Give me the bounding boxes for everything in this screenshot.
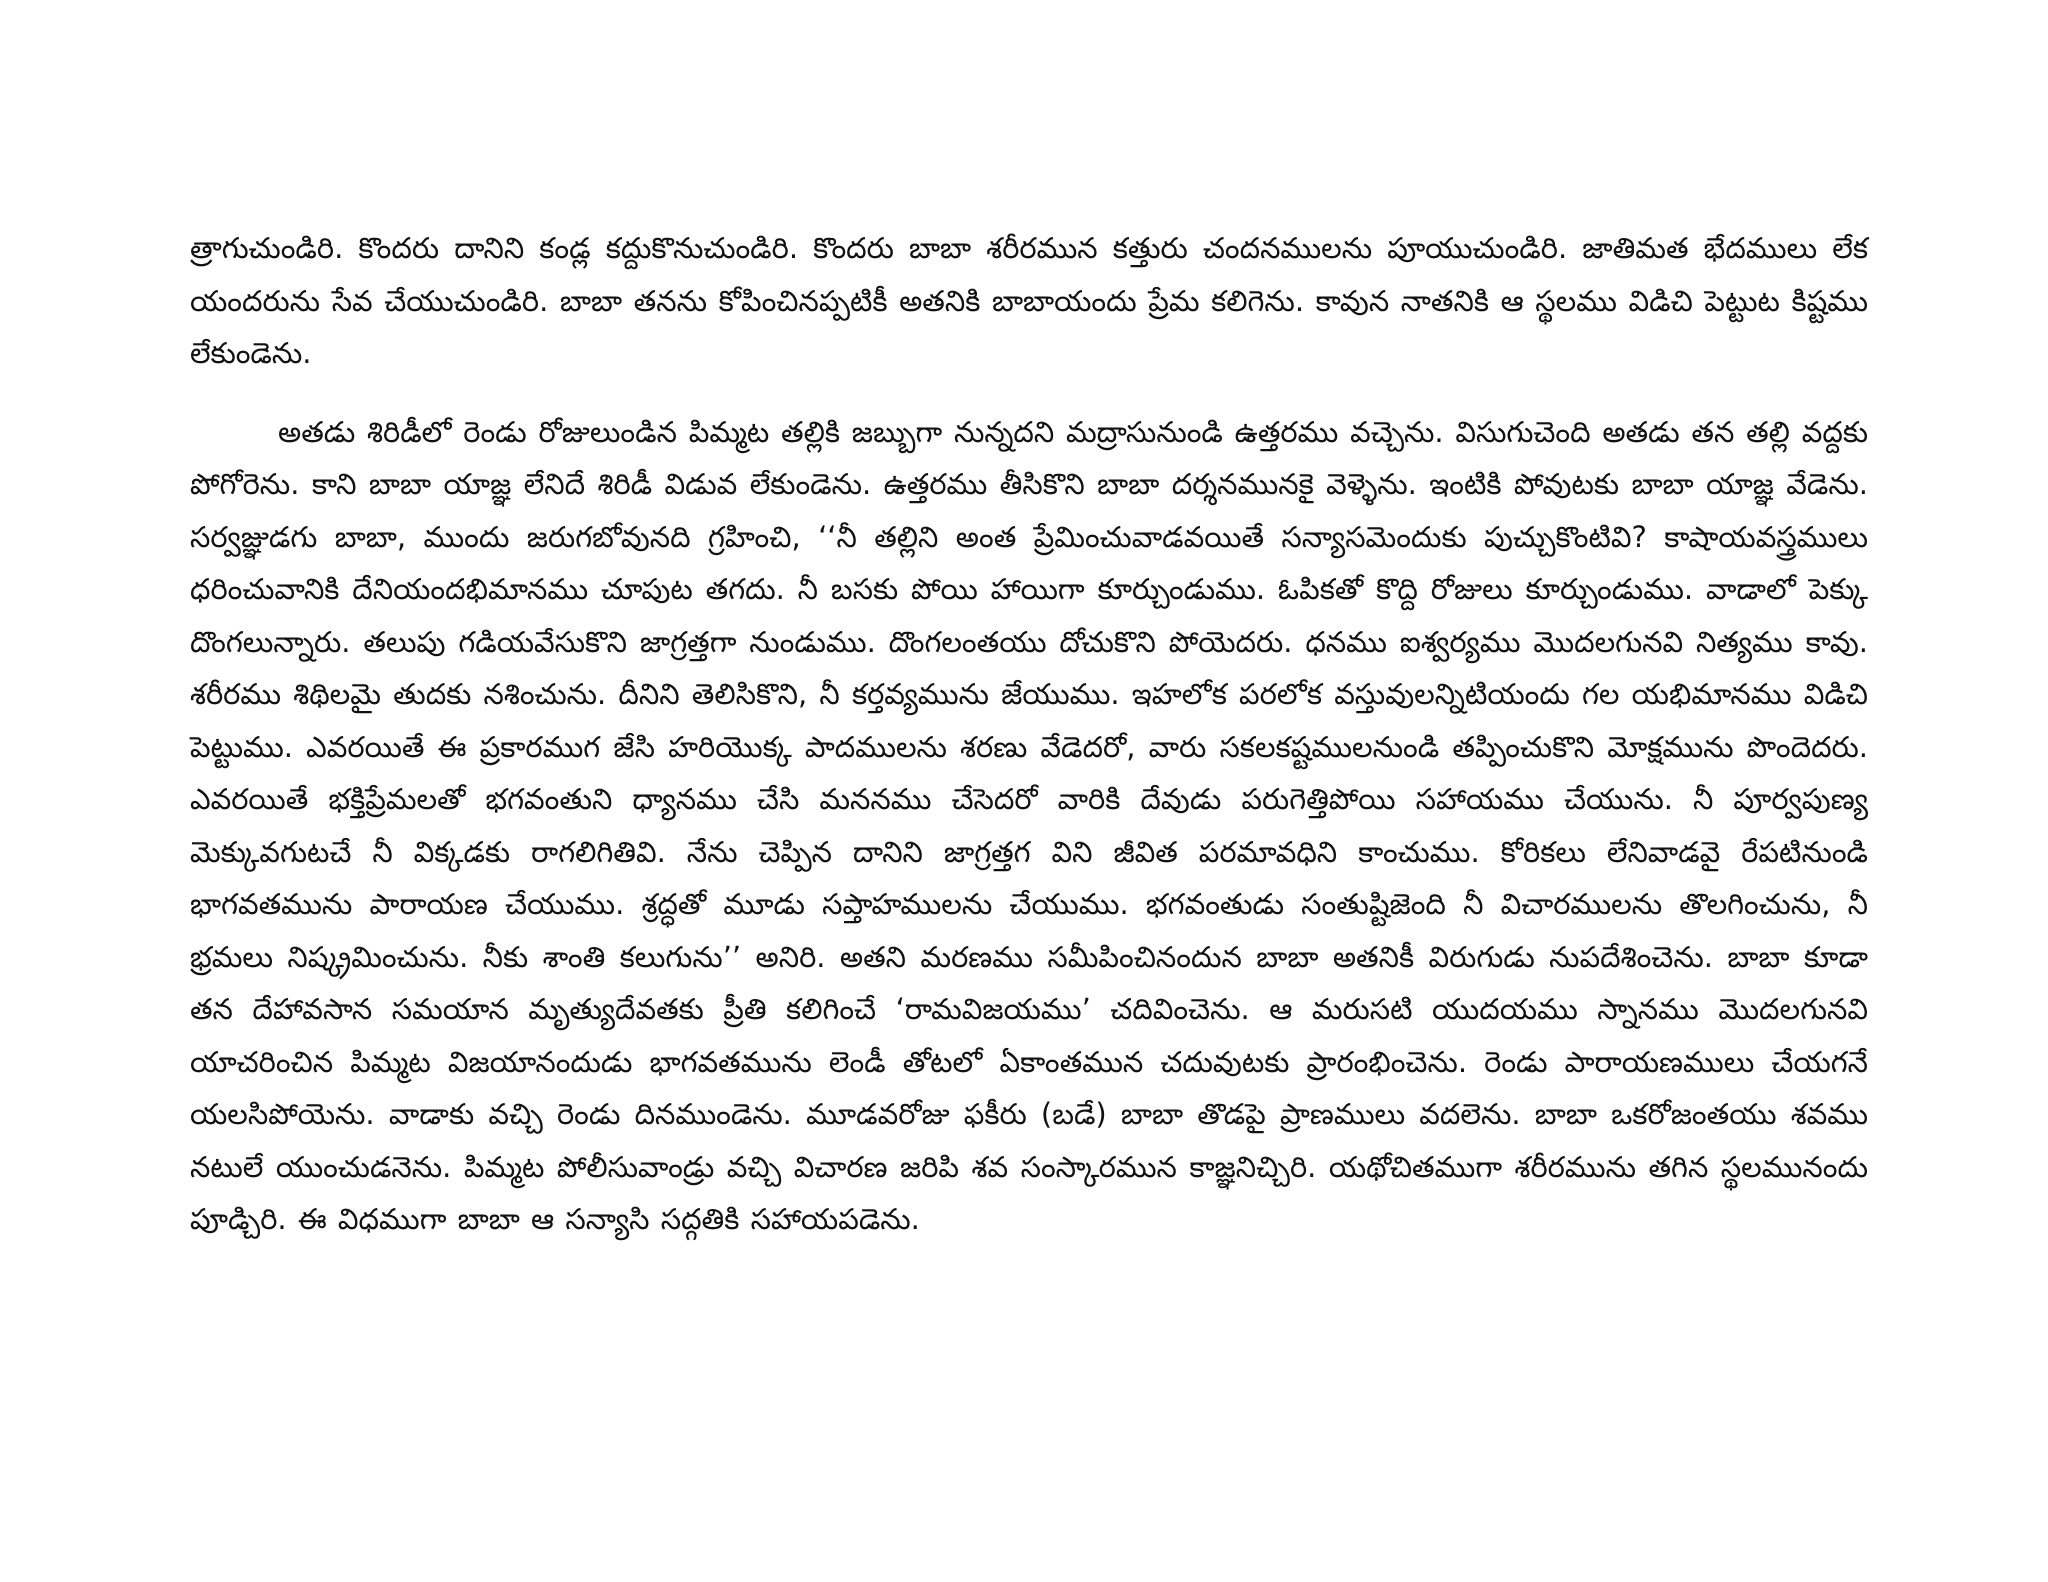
paragraph-2: అతడు శిరిడీలో రెండు రోజులుండిన పిమ్మట తల్లికి జబ్బుగా నున్నదని మద్రాసునుండి ఉత్తరము వచ్చెను. విసుగుచెంది అతడు తన తల్లి వద్దకు పోగోరెను. కాని బాబా యాజ్ఞ లేనిదే శిరిడీ విడువ లేకుండెను. ఉత్తరము తీసికొని బాబా దర్శనమునకై వెళ్ళెను. ఇంటికి పోవుటకు బాబా యాజ్ఞ వేడెను. సర్వజ్ఞుడగు బాబా, ముందు జరుగబోవునది గ్రహించి, ‘‘నీ తల్లిని అంత ప్రేమించువాడవయితే సన్యాసమెందుకు పుచ్చుకొంటివి? కాషాయవస్త్రములు ధరించువానికి దేనియందభిమానము చూపుట తగదు. నీ బసకు పోయి హాయిగా కూర్చుండుము. ఓపికతో కొద్ది రోజులు కూర్చుండుము. వాడాలో పెక్కు దొంగలున్నారు. తలుపు గడియవేసుకొని జాగ్రత్తగా నుండుము. దొంగలంతయు దోచుకొని పోయెదరు. ధనము ఐశ్వర్యము మొదలగునవి నిత్యము కావు. శరీరము శిథిలమై తుదకు నశించును. దీనిని తెలిసికొని, నీ కర్తవ్యమును జేయుము. ఇహలోక పరలోక వస్తువులన్నిటియందు గల యభిమానము విడిచి పెట్టుము. ఎవరయితే ఈ ప్రకారముగ జేసి హరియొక్క పాదములను శరణు వేడెదరో, వారు సకలకష్టములనుండి తప్పించుకొని మోక్షమును పొందెదరు. ఎవరయితే భక్తిప్రేమలతో భగవంతుని ధ్యానము చేసి మననము చేసెదరో వారికి దేవుడు పరుగెత్తిపోయి సహాయము చేయును. నీ పూర్వపుణ్య మెక్కువగుటచే నీ విక్కడకు రాగలిగితివి. నేను చెప్పిన దానిని జాగ్రత్తగ విని జీవిత పరమావధిని కాంచుము. కోరికలు లేనివాడవై రేపటినుండి భాగవతమును పారాయణ చేయుము. శ్రద్ధతో మూడు సప్తాహములను చేయుము. భగవంతుడు సంతుష్టిజెంది నీ విచారములను తొలగించును, నీ భ్రమలు నిష్క్రమించును. నీకు శాంతి కలుగును’’ అనిరి. అతని మరణము సమీపించినందున బాబా అతనికీ విరుగుడు నుపదేశించెను. బాబా కూడా తన దేహావసాన సమయాన మృత్యుదేవతకు ప్రీతి కలిగించే ‘రామవిజయము’ చదివించెను. ఆ మరుసటి యుదయము స్నానము మొదలగునవి యాచరించిన పిమ్మట విజయానందుడు భాగవతమును లెండీ తోటలో ఏకాంతమున చదువుటకు ప్రారంభించెను. రెండు పారాయణములు చేయగనే యలసిపోయెను. వాడాకు వచ్చి రెండు దినముండెను. మూడవరోజు ఫకీరు (బడే) బాబా తొడపై ప్రాణములు వదలెను. బాబా ఒకరోజంతయు శవము నటులే యుంచుడనెను. పిమ్మట పోలీసువాండ్రు వచ్చి విచారణ జరిపి శవ సంస్కారమున కాజ్ఞనిచ్చిరి. యథోచితముగా శరీరమును తగిన స్థలమునందు పూడ్చిరి. ఈ విధముగా బాబా ఆ సన్యాసి సద్గతికి సహాయపడెను. bbox=[190, 414, 1868, 1236]
paragraph-1: త్రాగుచుండిరి. కొందరు దానిని కండ్ల కద్దుకొనుచుండిరి. కొందరు బాబా శరీరమున కత్తురు చందనములను పూయుచుండిరి. జాతిమత భేదములు లేక యందరును సేవ చేయుచుండిరి. బాబా తనను కోపించినప్పటికీ అతనికి బాబాయందు ప్రేమ కలిగెను. కావున నాతనికి ఆ స్థలము విడిచి పెట్టుట కిష్టము లేకుండెను. bbox=[190, 231, 1868, 370]
document-page bbox=[190, 222, 1868, 1246]
